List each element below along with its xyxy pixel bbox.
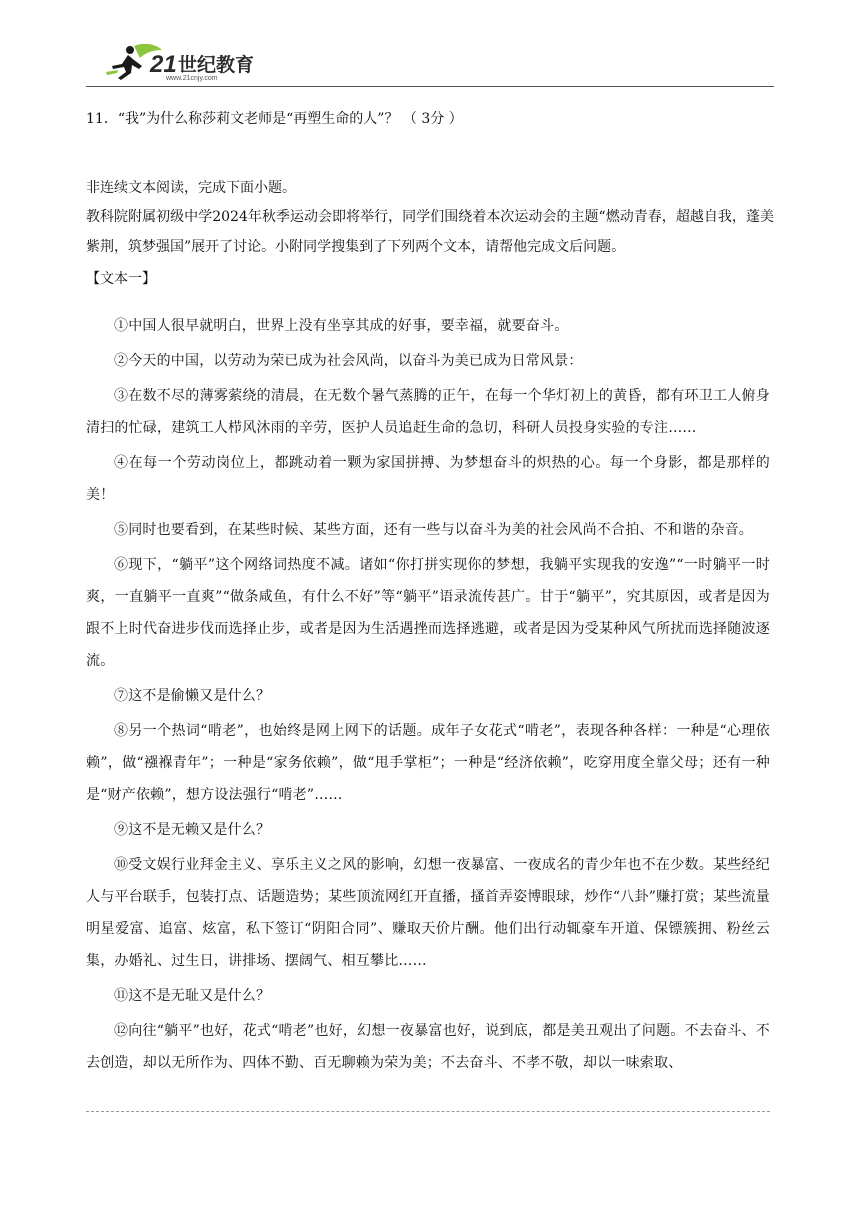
paragraph-5: ⑤同时也要看到，在某些时候、某些方面，还有一些与以奋斗为美的社会风尚不合拍、不和谐的杂音。 [114, 522, 753, 538]
section-intro: 教科院附属初级中学2024年秋季运动会即将举行，同学们围绕着本次运动会的主题“燃动青春，超越自我，蓬美紫荆，筑梦强国”展开了讨论。小附同学搜集到了下列两个文本，请帮他完成文后问题。 [86, 209, 774, 255]
section-title: 非连续文本阅读，完成下面小题。 [86, 180, 296, 196]
page-header [86, 40, 774, 87]
paragraph-7: ⑦这不是偷懒又是什么？ [114, 688, 271, 704]
paragraph-10: ⑩受文娱行业拜金主义、享乐主义之风的影响，幻想一夜暴富、一夜成名的青少年也不在少数。某些经纪人与平台联手，包装打点、话题造势；某些顶流网红开直播，搔首弄姿博眼球，炒作“八卦”赚打赏；某些流量明星爱富、追富、炫富，私下签订“阴阳合同”、赚取天价片酬。他们出行动辄豪车开道、保镖簇拥、粉丝云集，办婚礼、过生日，讲排场、摆阔气、相互攀比…… [86, 857, 770, 969]
paragraph-1: ①中国人很早就明白，世界上没有坐享其成的好事，要幸福，就要奋斗。 [114, 318, 569, 334]
paragraph-3: ③在数不尽的薄雾萦绕的清晨，在无数个暑气蒸腾的正午，在每一个华灯初上的黄昏，都有环卫工人俯身清扫的忙碌，建筑工人栉风沐雨的辛劳，医护人员追赶生命的急切，科研人员投身实验的专注…… [86, 388, 770, 436]
paragraph-12: ⑫向往“躺平”也好，花式“啃老”也好，幻想一夜暴富也好，说到底，都是美丑观出了问题。不去奋斗、不去创造，却以无所作为、四体不勤、百无聊赖为荣为美；不去奋斗、不孝不敬，却以一味索取、 [86, 1023, 770, 1071]
logo [104, 42, 274, 82]
paragraph-6: ⑥现下，“躺平”这个网络词热度不减。诸如“你打拼实现你的梦想，我躺平实现我的安逸”“一时躺平一时爽，一直躺平一直爽”“做条咸鱼，有什么不好”等“躺平”语录流传甚广。甘于“躺平”，究其原因，或者是因为跟不上时代奋进步伐而选择止步，或者是因为生活遇挫而选择逃避，或者是因为受某种风气所扰而选择随波逐流。 [86, 557, 770, 669]
logo-url: www.21cnjy.com [166, 75, 218, 82]
paragraph-2: ②今天的中国，以劳动为荣已成为社会风尚，以奋斗为美已成为日常风景： [114, 353, 583, 369]
question-11: 11．“我”为什么称莎莉文老师是“再塑生命的人”？ （ 3分 ） [86, 111, 463, 127]
paragraph-8: ⑧另一个热词“啃老”，也始终是网上网下的话题。成年子女花式“啃老”，表现各种各样：一种是“心理依赖”，做“襁褓青年”；一种是“家务依赖”，做“甩手掌柜”；一种是“经济依赖”，吃穿用度全靠父母；还有一种是“财产依赖”，想方设法强行“啃老”…… [86, 723, 770, 803]
text-one-label: 【文本一】 [86, 271, 156, 287]
paragraph-11: ⑪这不是无耻又是什么？ [114, 988, 271, 1004]
runner-logo-icon [104, 42, 274, 82]
logo-text-cn: 世纪教育 [178, 54, 255, 76]
text-one-body [86, 310, 770, 1082]
logo-text: 21 [150, 51, 177, 78]
paragraph-4: ④在每一个劳动岗位上，都跳动着一颗为家国拼搏、为梦想奋斗的炽热的心。每一个身影，都是那样的美！ [86, 455, 770, 503]
paragraph-9: ⑨这不是无赖又是什么？ [114, 822, 271, 838]
question-area [86, 108, 774, 300]
page-bottom-rule [86, 1111, 770, 1112]
